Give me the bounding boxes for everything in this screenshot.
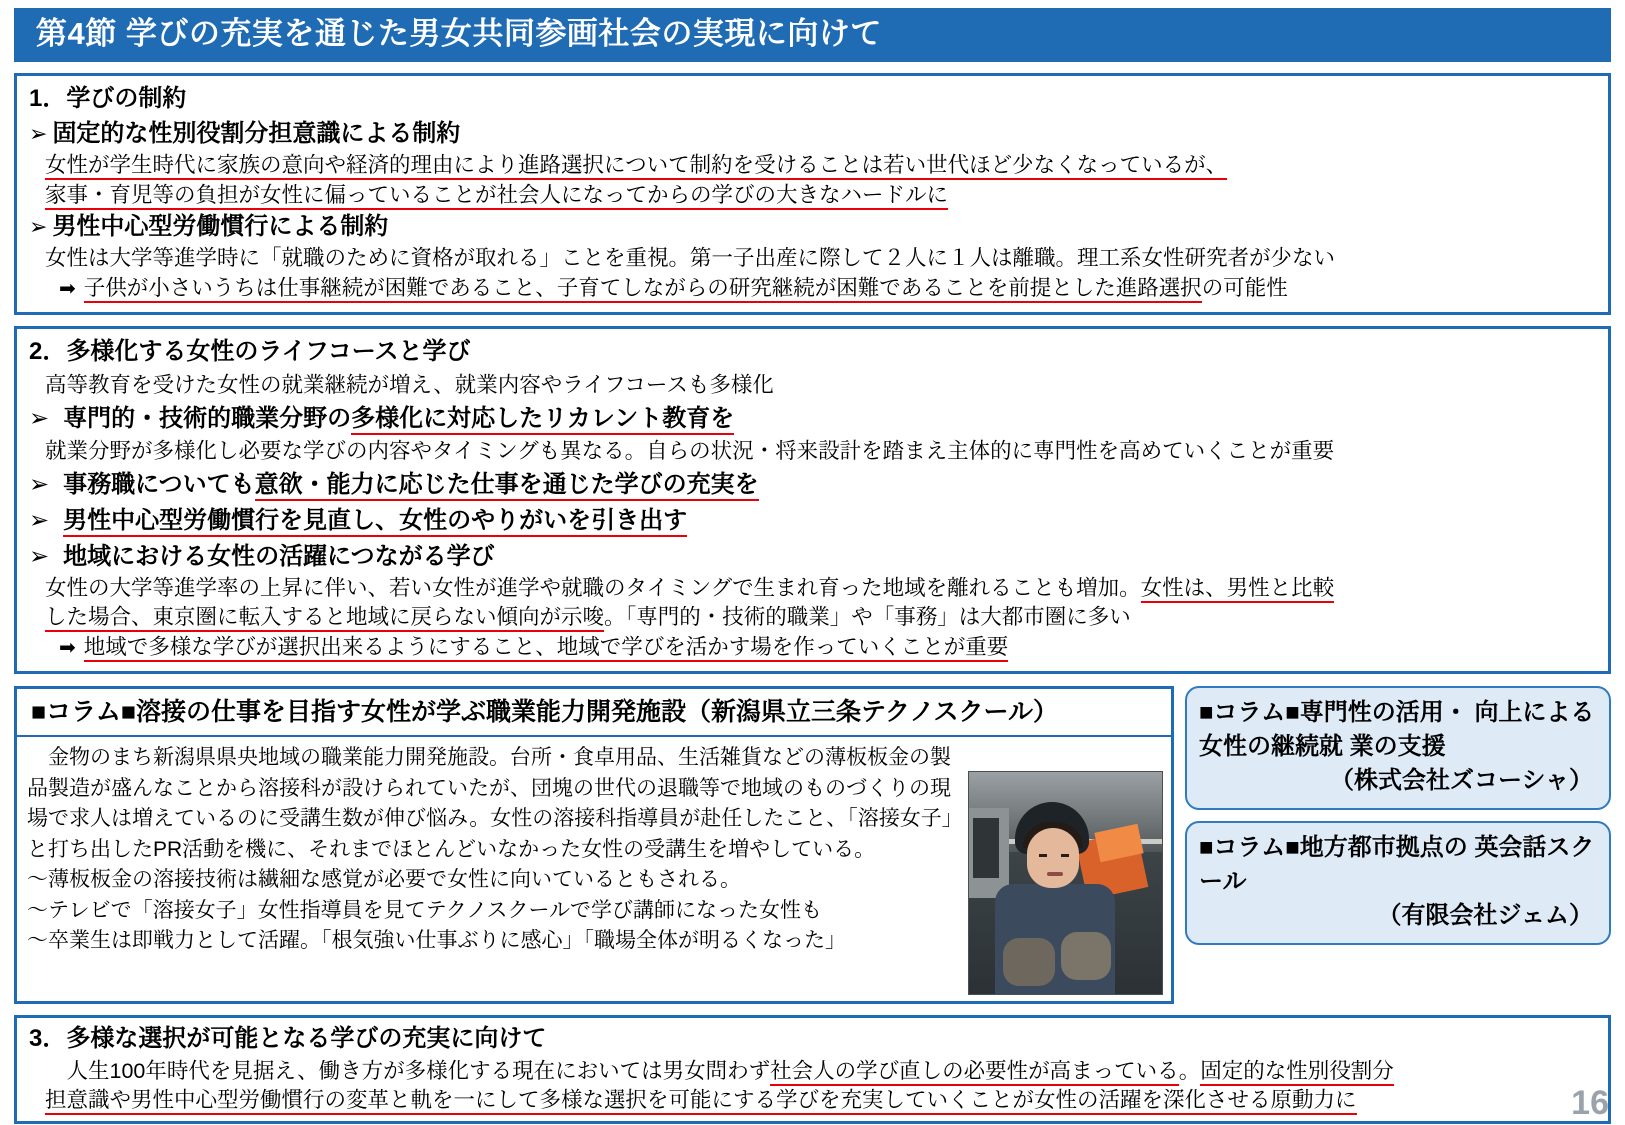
photo-glove-left — [1003, 938, 1055, 986]
arrow-right-icon: ➡ — [59, 637, 76, 659]
section-1-bullet-2 — [29, 210, 1596, 243]
underlined-text: 担意識や男性中心型労働慣行の変革と軌を一にして多様な選択を可能にする学びを充実していくことが女性の活躍を深化させる原動力に — [45, 1088, 1357, 1115]
section-1-bullet-2-line-1: 女性は大学等進学時に「就職のために資格が取れる」ことを重視。第一子出産に際して２人に１人は離職。理工系女性研究者が少ない — [45, 246, 1336, 270]
section-3-plain: 人生100年時代を見据え、働き方が多様化する現在においては男女問わず — [45, 1059, 771, 1083]
section-2-bullet-3 — [29, 504, 1596, 538]
photo-machine-dark — [973, 818, 999, 878]
bullet-marker-icon: ➢ — [29, 121, 48, 146]
column-card-1 — [1185, 686, 1611, 810]
underlined-text: 固定的な性別役割分 — [1200, 1059, 1394, 1086]
section-2-bullet-4-plain: 地域における女性の活躍につながる学び — [63, 543, 495, 570]
photo-person-face — [1027, 828, 1079, 888]
column-cards — [1185, 686, 1611, 945]
column-main-body — [17, 737, 1171, 1001]
column-main-text — [27, 743, 960, 995]
section-3-line-1 — [45, 1057, 1596, 1086]
section-1-bullet-2-label: 男性中心型労働慣行による制約 — [52, 213, 389, 240]
column-main — [14, 686, 1174, 1004]
section-2-bullet-2-plain: 事務職についても — [63, 471, 255, 498]
section-3-heading: 3．多様な選択が可能となる学びの充実に向けて — [29, 1025, 547, 1052]
underlined-text: 地域で多様な学びが選択出来るようにすること、地域で学びを活かす場を作っていくことが重要 — [84, 635, 1009, 662]
section-2-bullet-4 — [29, 540, 1596, 574]
section-2-bullet-1-note: 就業分野が多様化し必要な学びの内容やタイミングも異なる。自らの状況・将来設計を踏まえ主体的に専門性を高めていくことが重要 — [45, 439, 1335, 463]
section-2-bullet-1 — [29, 402, 1596, 436]
bullet-marker-icon: ➢ — [29, 214, 48, 239]
underlined-text: 社会人の学び直しの必要性が高まっている — [770, 1059, 1179, 1086]
photo-person-mouth — [1047, 872, 1063, 876]
conclusion-tail: の可能性 — [1201, 276, 1288, 300]
section-1-bullet-1-line-2 — [45, 180, 1596, 210]
detail-plain: 。「専門的・技術的職業」や「事務」は大都市圏に多い — [604, 605, 1131, 629]
column-area — [14, 686, 1611, 1004]
bullet-marker-icon: ➢ — [29, 405, 50, 432]
bullet-marker-icon: ➢ — [29, 471, 50, 498]
column-card-2-line-2: 英会話スクール — [1199, 834, 1595, 895]
page-title: 第4節 学びの充実を通じた男女共同参画社会の実現に向けて — [14, 8, 1611, 62]
photo-person-eye-right — [1061, 854, 1069, 857]
section-3 — [14, 1015, 1611, 1124]
column-card-1-line-4: （株式会社ズコーシャ） — [1329, 767, 1593, 794]
section-1-heading: 1．学びの制約 — [29, 85, 187, 112]
column-main-title: ■コラム■溶接の仕事を目指す女性が学ぶ職業能力開発施設（新潟県立三条テクノスクール） — [17, 689, 1171, 737]
column-card-2 — [1185, 821, 1611, 945]
section-2-lead: 高等教育を受けた女性の就業継続が増え、就業内容やライフコースも多様化 — [45, 373, 774, 397]
bullet-marker-icon: ➢ — [29, 507, 50, 534]
underlined-text: 多様化に対応したリカレント教育を — [351, 405, 734, 435]
section-2-bullet-1-plain: 専門的・技術的職業分野の — [63, 405, 352, 432]
column-paragraph: ～卒業生は即戦力として活躍。「根気強い仕事ぶりに感心」「職場全体が明るくなった」 — [27, 929, 846, 952]
section-2-bullet-2 — [29, 468, 1596, 502]
section-2-heading: 2．多様化する女性のライフコースと学び — [29, 338, 471, 365]
photo-person-eye-left — [1039, 854, 1047, 857]
section-2-conclusion — [59, 632, 1596, 663]
column-paragraph: ～薄板板金の溶接技術は繊細な感覚が必要で女性に向いているともされる。 — [27, 868, 741, 891]
section-1-bullet-1-line-1 — [45, 150, 1596, 180]
section-2 — [14, 326, 1611, 674]
underlined-text: 意欲・能力に応じた仕事を通じた学びの充実を — [255, 471, 759, 501]
photo-glove-right — [1061, 932, 1111, 980]
underlined-text: 家事・育児等の負担が女性に偏っていることが社会人になってからの学びの大きなハードルに — [45, 183, 948, 210]
page-number: 16 — [1571, 1084, 1609, 1122]
underlined-text: 女性は、男性と比較 — [1141, 576, 1335, 603]
section-3-plain: 。 — [1178, 1059, 1201, 1083]
column-paragraph: ～テレビで「溶接女子」女性指導員を見てテクノスクールで学び講師になった女性も — [27, 898, 823, 922]
underlined-text: 子供が小さいうちは仕事継続が困難であること、子育てしながらの研究継続が困難であることを前提とした進路選択 — [84, 276, 1202, 303]
section-2-detail-line-1 — [45, 574, 1596, 603]
underlined-text: 女性が学生時代に家族の意向や経済的理由により進路選択について制約を受けることは若い世代ほど少なくなっているが、 — [45, 153, 1227, 180]
section-1-bullet-1-label: 固定的な性別役割分担意識による制約 — [52, 120, 461, 147]
detail-plain: 女性の大学等進学率の上昇に伴い、若い女性が進学や就職のタイミングで生まれ育った地域を離れることも増加。 — [45, 576, 1141, 600]
column-card-2-line-3: （有限会社ジェム） — [1377, 902, 1593, 929]
column-card-2-line-1: ■コラム■地方都市拠点の — [1199, 834, 1468, 861]
bullet-marker-icon: ➢ — [29, 543, 50, 570]
arrow-right-icon: ➡ — [59, 278, 76, 300]
section-2-detail-line-2 — [45, 603, 1596, 632]
section-3-line-2 — [45, 1086, 1596, 1115]
underlined-text: した場合、東京圏に転入すると地域に戻らない傾向が示唆 — [45, 605, 604, 632]
column-paragraph: 金物のまち新潟県県央地域の職業能力開発施設。台所・食卓用品、生活雑貨などの薄板板金の製品製造が盛んなことから溶接科が設けられていたが、団塊の世代の退職等で地域のものづくりの現場で求人は増えているのに受講生数が伸び悩み。女性の溶接科指導員が赴任したこと、「溶接女子」と打ち出したPR活動を機に、それまでほとんどいなかった女性の受講生を増やしている。 — [27, 746, 953, 861]
section-1-bullet-2-conclusion — [59, 273, 1596, 304]
section-1 — [14, 73, 1611, 315]
section-1-bullet-1 — [29, 117, 1596, 150]
column-card-1-line-3: 業の支援 — [1349, 733, 1446, 760]
column-card-1-line-1: ■コラム■専門性の活用・ — [1199, 699, 1468, 726]
welder-photo — [968, 771, 1163, 995]
underlined-text: 男性中心型労働慣行を見直し、女性のやりがいを引き出す — [63, 507, 687, 537]
column-card-1-line-2: 向上による女性の継続就 — [1199, 699, 1595, 760]
